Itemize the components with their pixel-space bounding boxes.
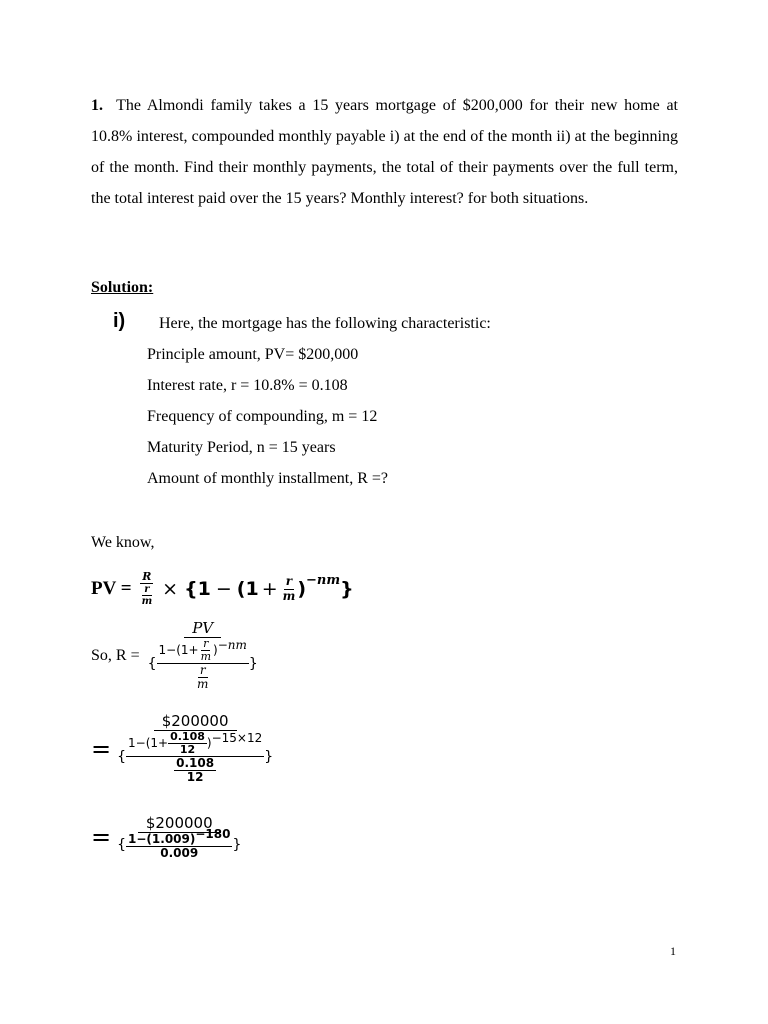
step2-inner-fraction <box>126 826 232 860</box>
open-brace: { <box>117 837 127 854</box>
fraction-r: r <box>144 584 150 596</box>
step1-den-m: 12 <box>186 769 204 784</box>
exponent-nm: −nm <box>306 572 341 588</box>
open-brace: { <box>117 748 127 765</box>
step2-inner: 1−(1.009) <box>128 831 196 846</box>
inner-right: ) <box>213 642 218 657</box>
fraction-m-2: m <box>282 588 296 603</box>
r-over-rm-fraction <box>138 571 157 607</box>
inner-r-over-m <box>199 638 213 663</box>
step1-numerator: $200000 <box>154 713 237 731</box>
fraction-r-2: r <box>285 574 293 589</box>
r-numerator-pv: PV <box>184 620 221 638</box>
step2-numerator: $200000 <box>138 815 221 833</box>
times-sign: × <box>162 578 179 600</box>
step1-equals: = <box>91 734 112 763</box>
den-r: r <box>199 662 206 677</box>
so-r-label: So, R = <box>91 646 140 664</box>
open-paren: ( <box>236 578 246 600</box>
close-brace: } <box>248 655 258 672</box>
inner-left: 1−(1+ <box>158 642 199 657</box>
r-main-fraction <box>146 620 260 691</box>
r-over-m-fraction <box>140 584 155 607</box>
one-term: 1 <box>197 578 211 600</box>
step1-den-fraction <box>174 757 216 784</box>
pv-formula <box>91 566 354 612</box>
den-m: m <box>197 676 209 691</box>
step1-exponent: −15×12 <box>211 730 263 745</box>
close-paren: ) <box>297 578 306 600</box>
step2-equation <box>91 815 243 860</box>
pv-label: PV = <box>91 578 132 599</box>
step2-fraction <box>115 815 243 860</box>
part-label: i) <box>113 310 126 332</box>
r-over-m-fraction-2 <box>281 575 298 602</box>
given-installment: Amount of monthly installment, R =? <box>147 470 389 487</box>
fraction-numerator-R: R <box>142 569 152 583</box>
minus-sign: − <box>215 578 232 600</box>
step1-m: 12 <box>179 742 196 756</box>
r-inner-fraction <box>157 638 249 692</box>
step1-inner-right: ) <box>206 735 212 750</box>
step1-inner-left: 1−(1+ <box>128 735 169 750</box>
given-period: Maturity Period, n = 15 years <box>147 439 336 456</box>
we-know-text: We know, <box>91 534 155 551</box>
open-brace: { <box>147 655 157 672</box>
step2-exponent: −180 <box>195 826 231 841</box>
page-number: 1 <box>670 944 676 958</box>
question-number: 1. <box>91 97 103 114</box>
inner-r: r <box>203 636 209 650</box>
plus-sign: + <box>261 578 278 600</box>
solution-heading: Solution: <box>91 279 154 296</box>
step1-equation <box>91 713 275 784</box>
one-term-2: 1 <box>245 578 259 600</box>
step2-den: 0.009 <box>160 845 199 860</box>
step1-den-rate: 0.108 <box>176 755 215 770</box>
close-brace: } <box>232 837 242 854</box>
step1-rate-fraction <box>168 731 207 756</box>
inner-exponent: −nm <box>217 637 247 652</box>
den-r-over-m <box>195 664 210 691</box>
open-brace: { <box>184 578 198 600</box>
question-paragraph <box>91 90 678 214</box>
step1-rate: 0.108 <box>170 729 205 743</box>
step2-equals: = <box>91 823 112 852</box>
fraction-m: m <box>141 596 153 608</box>
step1-inner-fraction <box>126 731 264 785</box>
close-brace: } <box>264 748 274 765</box>
question-text: The Almondi family takes a 15 years mortgage of $200,000 for their new home at 10.8% interest, compounded monthly payable i) at the end of the month ii) at the beginning of the month. Find their monthly payments, the total of their payments over the full term, the total interest paid over the 15 years? Monthly interest? for both situations. <box>91 97 678 207</box>
given-rate: Interest rate, r = 10.8% = 0.108 <box>147 377 348 394</box>
given-principal: Principle amount, PV= $200,000 <box>147 346 359 363</box>
step1-fraction <box>115 713 275 784</box>
intro-text: Here, the mortgage has the following characteristic: <box>159 315 491 332</box>
inner-m: m <box>200 649 212 663</box>
r-formula <box>91 620 260 691</box>
close-brace: } <box>340 578 354 600</box>
given-frequency: Frequency of compounding, m = 12 <box>147 408 378 425</box>
